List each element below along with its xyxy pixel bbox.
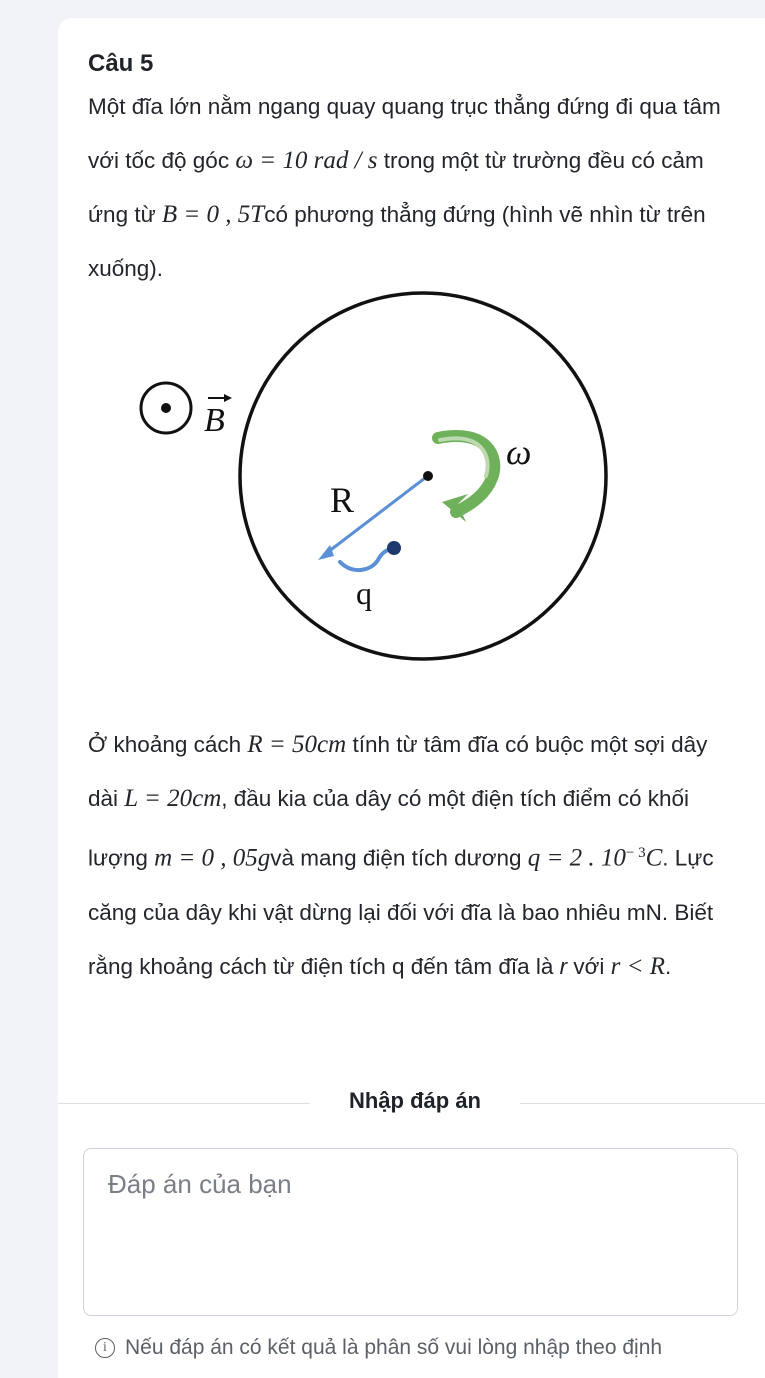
body-text-1: Ở khoảng cách [88, 732, 248, 757]
b-label: B [204, 402, 225, 439]
omega-label: ω [506, 432, 532, 472]
body-r-symbol: r [559, 953, 568, 979]
info-icon: i [95, 1338, 115, 1358]
body-text-7: . [665, 953, 672, 979]
q-exponent: − 3 [625, 845, 646, 861]
q-unit: C [645, 844, 663, 872]
body-text-4: và mang điện tích dương [270, 845, 528, 871]
hint-text: Nếu đáp án có kết quả là phân số vui lòng nhập theo định [125, 1336, 663, 1359]
divider-left [58, 1103, 310, 1104]
intro-text-3: có phương thẳng đứng (hình vẽ nhìn từ trên xuống). [88, 202, 706, 281]
r-formula: R = 50cm [247, 731, 347, 758]
answer-input[interactable] [84, 1149, 737, 1315]
b-field-icon [141, 383, 191, 433]
m-formula: m = 0 , 05g [154, 844, 271, 872]
b-vector-arrow [208, 394, 232, 402]
disc-figure [120, 290, 620, 662]
disc-center-point [423, 471, 433, 481]
b-formula: B = 0 , 5T [161, 201, 265, 228]
question-title: Câu 5 [88, 50, 154, 77]
q-formula: q = 2 . 10 [527, 844, 626, 872]
answer-label: Nhập đáp án [348, 1088, 481, 1113]
intro-text-1: Một đĩa lớn nằm ngang quay quang trục thẳng đứng đi qua tâm với tốc độ góc [88, 94, 721, 173]
question-intro [88, 80, 738, 296]
r-less-r-formula: r < R [610, 952, 666, 980]
body-text-3: , đầu kia của dây có một điện tích điểm có khối lượng [88, 786, 690, 871]
body-text-5: . Lực căng của dây khi vật dừng lại đối với đĩa là bao nhiêu mN. Biết rằng khoảng cách từ điện tích q đến tâm đĩa là [88, 845, 714, 979]
omega-formula: ω = 10 rad / s [235, 147, 378, 174]
body-text-6: với [567, 953, 611, 979]
charge-label: q [356, 575, 372, 611]
body-text-2: tính từ tâm đĩa có buộc một sợi dây dài [88, 732, 708, 811]
radius-label: R [330, 480, 355, 520]
charge-point [387, 541, 401, 555]
l-formula: L = 20cm [124, 785, 222, 812]
answer-hint [95, 1336, 662, 1360]
divider-right [520, 1103, 765, 1104]
intro-text-2: trong một từ trường đều có cảm ứng từ [88, 148, 704, 227]
answer-input-box [83, 1148, 738, 1316]
question-body [88, 718, 738, 994]
